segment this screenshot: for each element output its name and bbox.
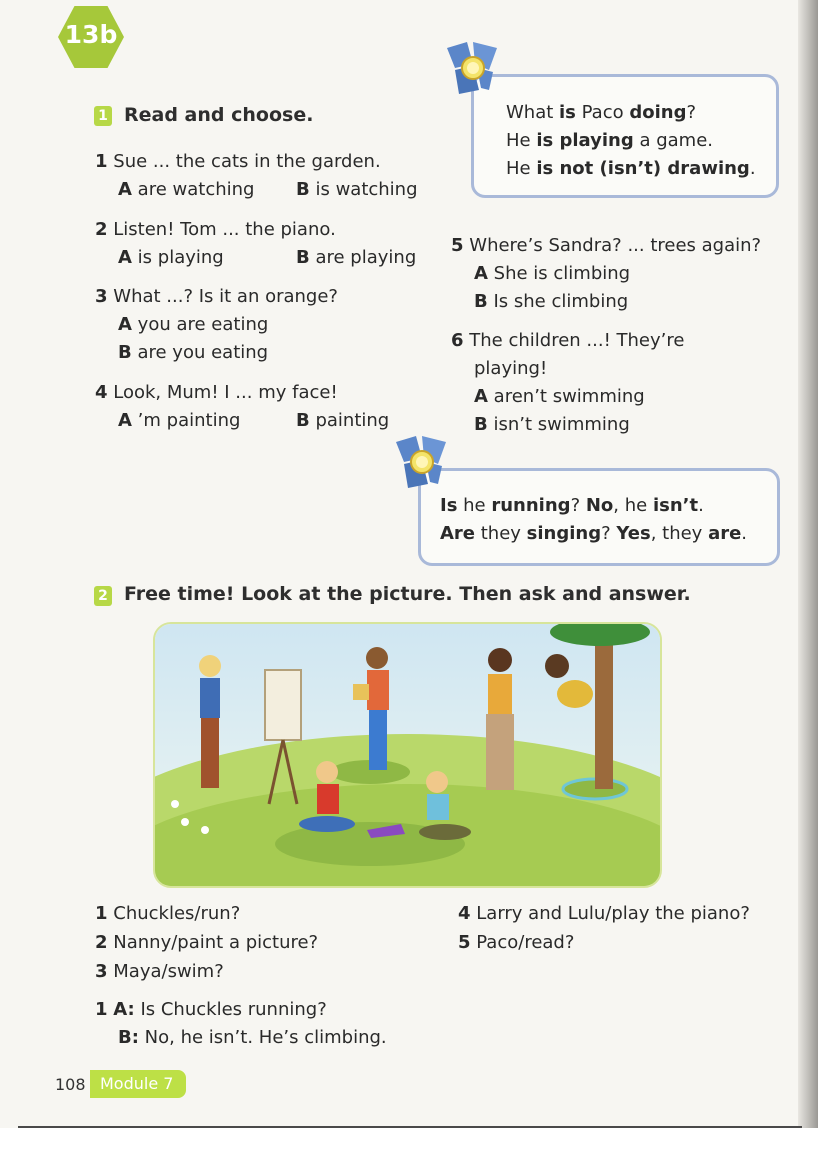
question-6-line-2: playing! xyxy=(474,358,548,379)
prompt-3 xyxy=(95,958,224,986)
option-text: are playing xyxy=(315,247,417,268)
question-number: 5 xyxy=(451,235,464,256)
option-letter: B xyxy=(296,247,310,268)
lesson-badge-label: 13b xyxy=(64,20,118,49)
grammar-box-1-line-2: He is playing a game. xyxy=(506,130,714,151)
question-text: Listen! Tom ... the piano. xyxy=(113,219,336,240)
question-number: 6 xyxy=(451,330,464,351)
page-margin xyxy=(0,1128,818,1160)
prompt-number: 2 xyxy=(95,932,108,953)
option-letter: A xyxy=(474,263,488,284)
exercise-1-number: 1 xyxy=(94,106,112,126)
spotlight-icon xyxy=(392,432,448,490)
question-3-option-b xyxy=(118,339,268,367)
question-3 xyxy=(95,283,338,311)
option-text: you are eating xyxy=(137,314,269,335)
prompt-number: 3 xyxy=(95,961,108,982)
option-letter: B xyxy=(474,414,488,435)
speaker-a-text: Is Chuckles running? xyxy=(134,999,327,1020)
question-2-option-a xyxy=(118,244,224,272)
option-letter: A xyxy=(118,247,132,268)
prompt-text: Chuckles/run? xyxy=(113,903,241,924)
prompt-text: Maya/swim? xyxy=(113,961,224,982)
question-6-option-a xyxy=(474,383,645,411)
prompt-2 xyxy=(95,929,318,957)
spotlight-icon xyxy=(443,38,499,96)
question-number: 4 xyxy=(95,382,108,403)
option-letter: B xyxy=(296,410,310,431)
module-label: Module 7 xyxy=(90,1070,186,1098)
speaker-b-text: No, he isn’t. He’s climbing. xyxy=(138,1027,387,1048)
question-2-option-b xyxy=(296,244,416,272)
question-6 xyxy=(451,327,684,355)
option-letter: A xyxy=(118,179,132,200)
option-letter: A xyxy=(474,386,488,407)
option-text: is playing xyxy=(137,247,224,268)
option-text: painting xyxy=(315,410,390,431)
option-letter: B xyxy=(296,179,310,200)
grammar-box-1-line-3: He is not (isn’t) drawing. xyxy=(506,158,756,179)
option-letter: B xyxy=(118,342,132,363)
question-4 xyxy=(95,379,338,407)
grammar-box-2-line-2: Are they singing? Yes, they are. xyxy=(440,523,748,544)
option-text: are you eating xyxy=(137,342,269,363)
question-text: Sue ... the cats in the garden. xyxy=(113,151,381,172)
question-4-option-a xyxy=(118,407,240,435)
page-number: 108 xyxy=(55,1075,86,1094)
question-5 xyxy=(451,232,761,260)
option-text: ’m painting xyxy=(137,410,241,431)
question-2 xyxy=(95,216,336,244)
question-text: Look, Mum! I ... my face! xyxy=(113,382,338,403)
option-letter: A xyxy=(118,314,132,335)
question-4-option-b xyxy=(296,407,389,435)
prompt-text: Larry and Lulu/play the piano? xyxy=(476,903,750,924)
prompt-5 xyxy=(458,929,574,957)
example-question xyxy=(95,996,327,1024)
exercise-2-number: 2 xyxy=(94,586,112,606)
question-6-option-b xyxy=(474,411,630,439)
park-illustration xyxy=(153,622,662,888)
prompt-number: 5 xyxy=(458,932,471,953)
question-5-option-a xyxy=(474,260,630,288)
prompt-1 xyxy=(95,900,240,928)
prompt-text: Nanny/paint a picture? xyxy=(113,932,319,953)
example-answer xyxy=(118,1024,387,1052)
prompt-text: Paco/read? xyxy=(476,932,575,953)
prompt-number: 4 xyxy=(458,903,471,924)
prompt-4 xyxy=(458,900,750,928)
question-1 xyxy=(95,148,381,176)
question-number: 1 xyxy=(95,151,108,172)
question-number: 2 xyxy=(95,219,108,240)
option-letter: A xyxy=(118,410,132,431)
question-1-option-a xyxy=(118,176,254,204)
page-shadow xyxy=(798,0,818,1128)
grammar-box-1-line-1: What is Paco doing? xyxy=(506,102,697,123)
option-text: Is she climbing xyxy=(493,291,629,312)
option-text: isn’t swimming xyxy=(493,414,630,435)
question-text: What ...? Is it an orange? xyxy=(113,286,338,307)
lesson-badge xyxy=(58,6,124,68)
question-3-option-a xyxy=(118,311,268,339)
question-5-option-b xyxy=(474,288,628,316)
option-letter: B xyxy=(474,291,488,312)
example-number: 1 xyxy=(95,999,108,1020)
speaker-a-label: A: xyxy=(113,999,135,1020)
question-text: Where’s Sandra? ... trees again? xyxy=(469,235,762,256)
exercise-2-title: Free time! Look at the picture. Then ask and answer. xyxy=(124,583,691,605)
question-number: 3 xyxy=(95,286,108,307)
option-text: She is climbing xyxy=(493,263,631,284)
question-text: The children ...! They’re xyxy=(469,330,685,351)
question-1-option-b xyxy=(296,176,418,204)
option-text: aren’t swimming xyxy=(493,386,645,407)
option-text: are watching xyxy=(137,179,255,200)
option-text: is watching xyxy=(315,179,418,200)
exercise-1-title: Read and choose. xyxy=(124,104,314,126)
prompt-number: 1 xyxy=(95,903,108,924)
speaker-b-label: B: xyxy=(118,1027,139,1048)
grammar-box-2-line-1: Is he running? No, he isn’t. xyxy=(440,495,704,516)
